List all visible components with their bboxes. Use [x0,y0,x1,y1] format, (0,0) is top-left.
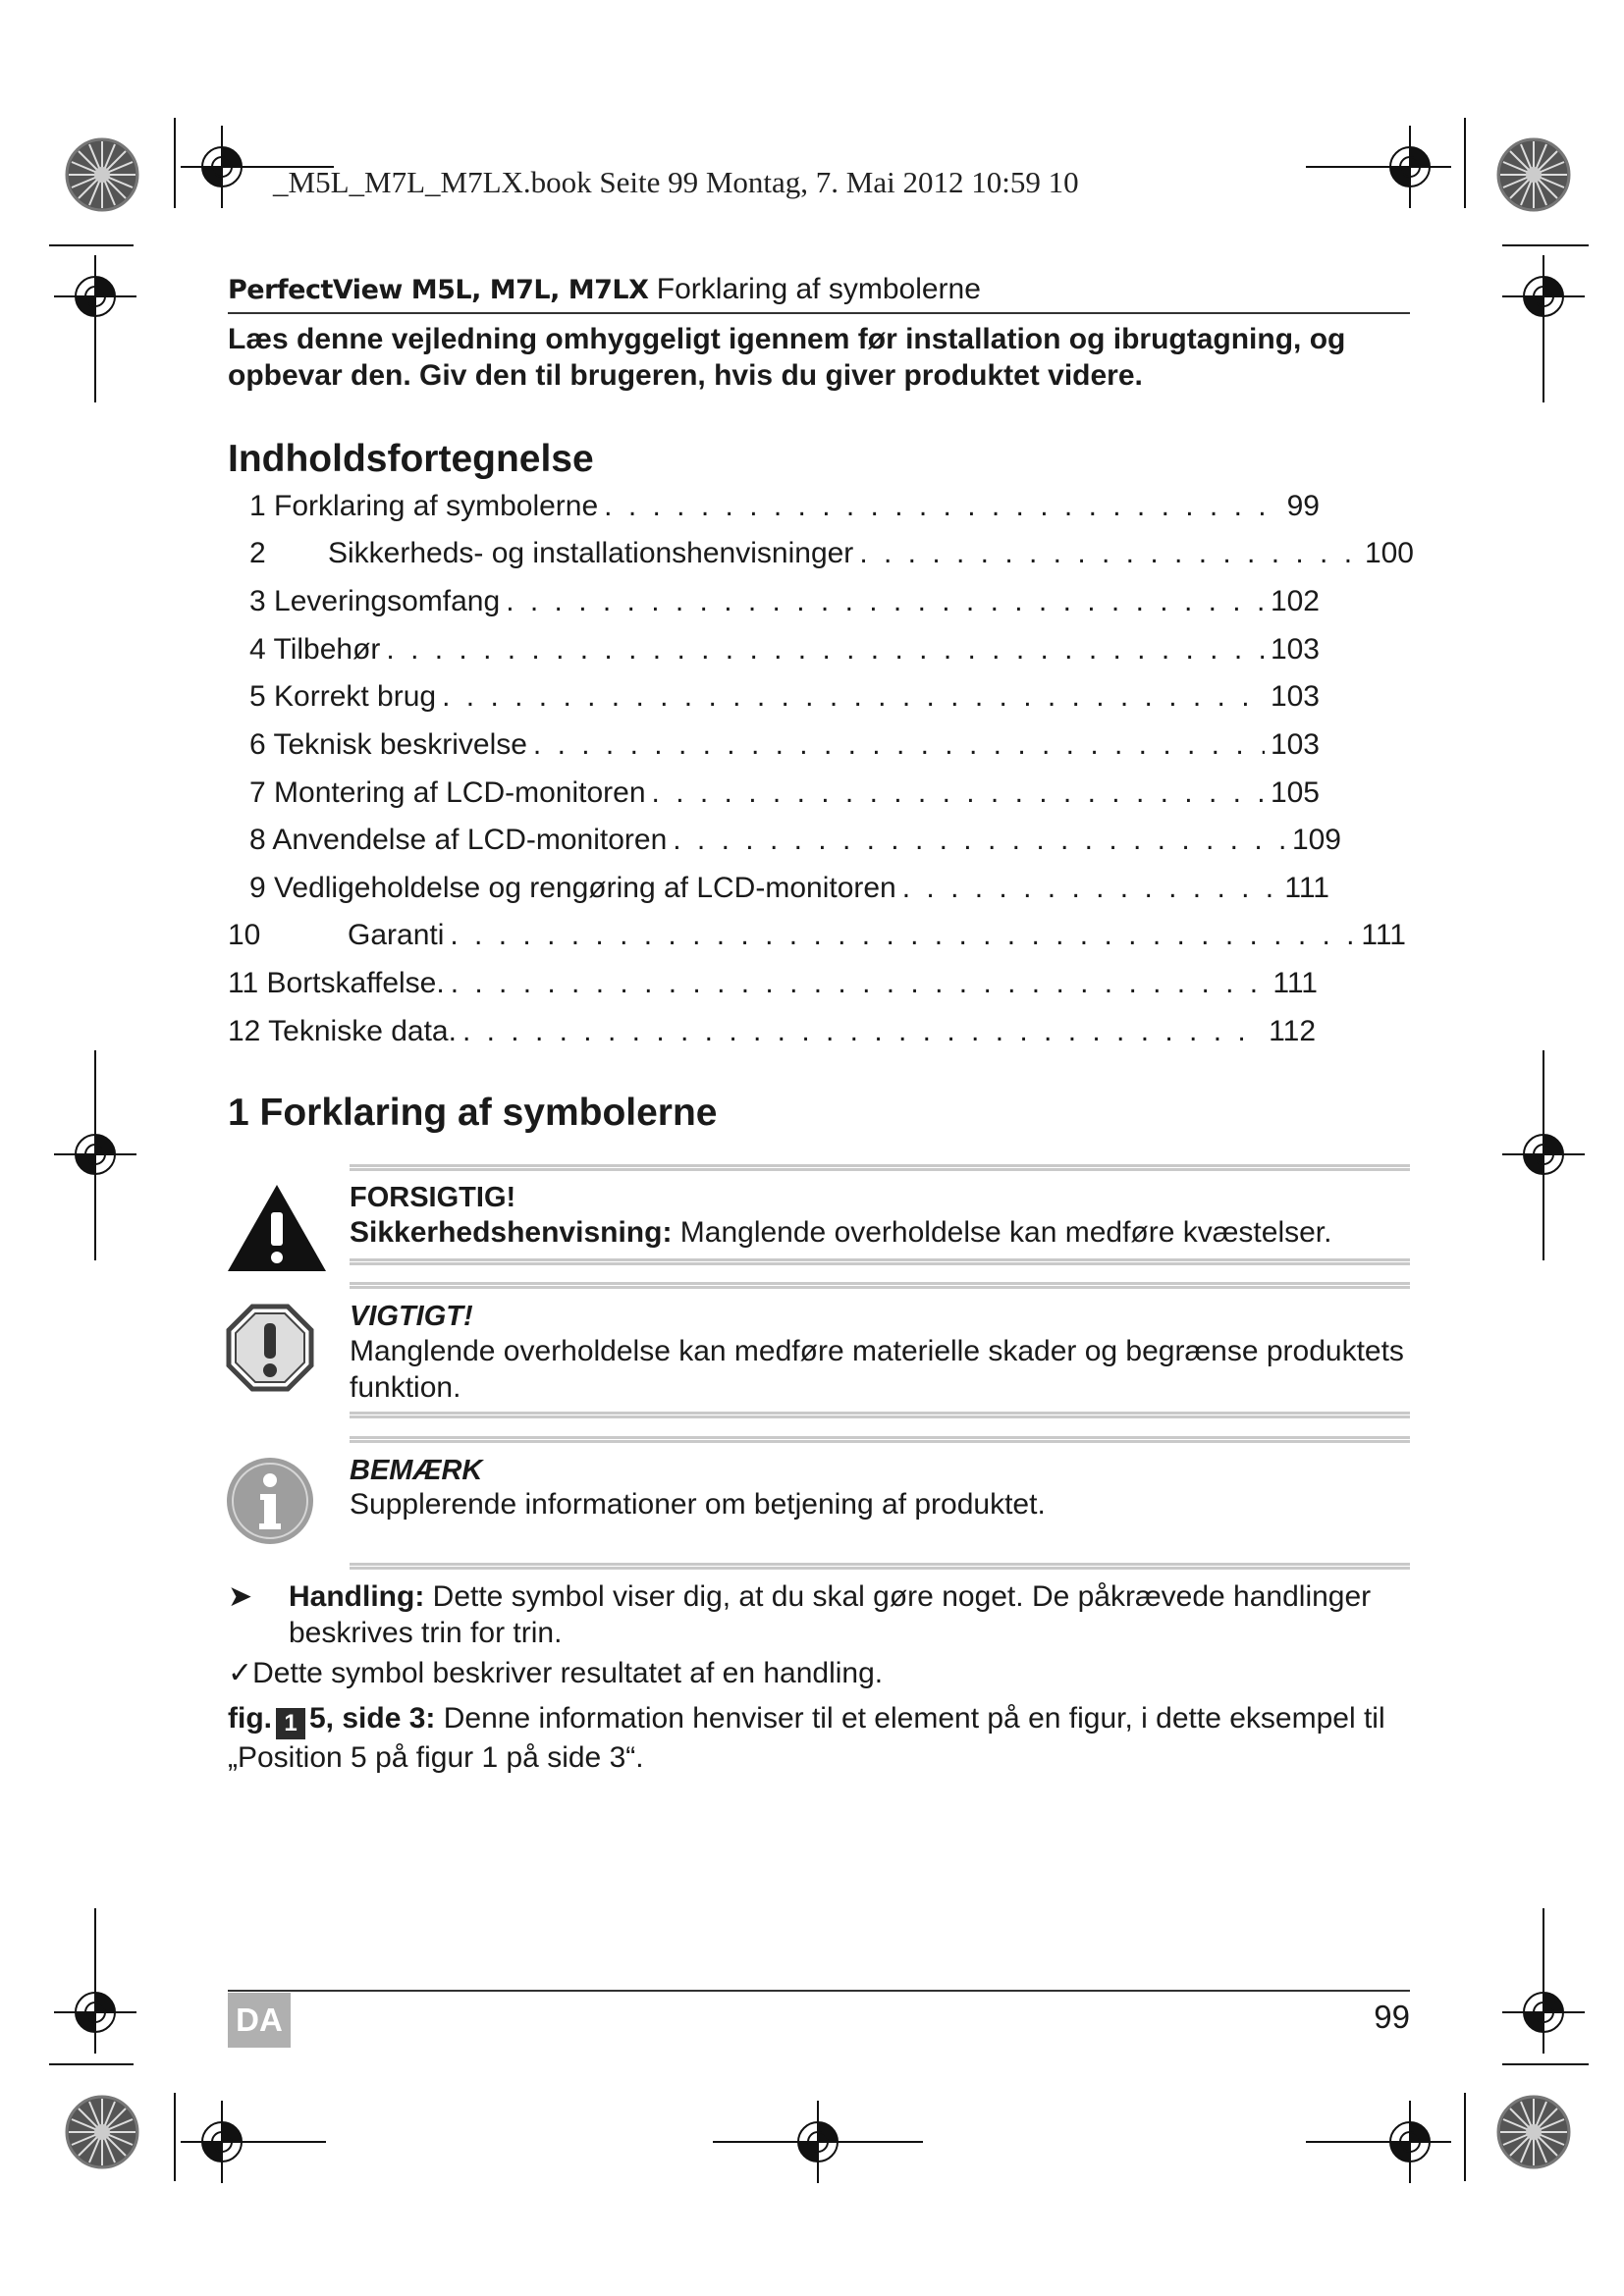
language-badge: DA [228,1993,291,2048]
registration-mark-icon [777,2101,859,2183]
print-slug: _M5L_M7L_M7LX.book Seite 99 Montag, 7. Mai 2012 10:59 10 [273,165,1079,199]
toc-entry[interactable]: 6 Teknisk beskrivelse . . . 103 [249,728,1320,768]
toc-entry[interactable]: 9 Vedligeholdelse og rengøring af LCD-monitoren . . . 111 [249,872,1329,911]
toc-leader [442,680,1265,714]
toc-leader [462,1015,1263,1048]
result-text: ✓Dette symbol beskriver resultatet af en handling. [228,1657,884,1689]
fig-reference-text: fig. 1 5, side 3: Denne information henviser til et element på en figur, i dette eksempel til „Position 5 på figur 1 på side 3“. [228,1702,1385,1774]
toc-entry[interactable]: 2 Sikkerheds- og installationshenvisninger . . . 100 [249,537,1414,576]
toc-leader [451,967,1268,1000]
toc-entry[interactable]: 7 Montering af LCD-monitoren . . . 105 [249,776,1320,816]
info-circle-icon [226,1457,314,1545]
handling-text: Handling: Dette symbol viser dig, at du skal gøre noget. De påkrævede handlinger beskrives trin for trin. [289,1580,1372,1649]
important-text: Manglende overholdelse kan medføre materielle skader og begrænse produktets funktion. [350,1335,1404,1404]
intro-text: Læs denne vejledning omhyggeligt igennem før installation og ibrugtagning, og opbevar den. Giv den til brugeren, hvis du giver produktet videre. [228,323,1346,392]
toc-leader [902,872,1279,905]
toc-entry[interactable]: 1 Forklaring af symbolerne . . . 99 [249,490,1320,529]
toc-leader [386,633,1265,667]
toc-leader [859,537,1359,570]
toc-entry[interactable]: 12 Tekniske data. . . . 112 [228,1015,1316,1054]
header-rule [228,312,1410,314]
toc-leader [652,776,1265,810]
color-target-icon [1498,2097,1569,2167]
exclamation-octagon-icon [226,1304,314,1392]
footer-rule [228,1990,1410,1992]
registration-mark-icon [1369,2101,1451,2183]
note-heading: BEMÆRK [350,1455,483,1486]
toc-leader [673,824,1286,857]
section-title: 1 Forklaring af symbolerne [228,1092,718,1134]
toc-entry[interactable]: 4 Tilbehør . . . 103 [249,633,1320,672]
color-target-icon [67,2097,137,2167]
caution-heading: FORSIGTIG! [350,1182,516,1213]
warning-triangle-icon [226,1183,328,1273]
toc-entry[interactable]: 3 Leveringsomfang . . . 102 [249,585,1320,624]
important-heading: VIGTIGT! [350,1301,473,1332]
registration-mark-icon [1369,126,1451,208]
toc-entry[interactable]: 5 Korrekt brug . . . 103 [249,680,1320,720]
box-rule [350,1436,1410,1443]
box-rule [350,1164,1410,1171]
box-rule [350,1258,1410,1265]
toc-title: Indholdsfortegnelse [228,438,594,480]
running-header [228,273,981,306]
toc-leader [506,585,1265,618]
toc-entry[interactable]: 10 Garanti . . . 111 [228,919,1406,958]
box-rule [350,1412,1410,1418]
toc-leader [604,490,1280,523]
figure-number-badge: 1 [276,1708,305,1739]
header-brand: PerfectView M5L, M7L, M7LX [228,275,649,305]
toc-entry[interactable]: 8 Anvendelse af LCD-monitoren . . . 109 [249,824,1341,863]
toc-entry[interactable]: 11 Bortskaffelse. . . . 111 [228,967,1318,1006]
caution-text: Sikkerhedshenvisning: Manglende overholdelse kan medføre kvæstelser. [350,1216,1332,1249]
registration-mark-icon [181,126,263,208]
registration-mark-icon [181,2101,263,2183]
color-target-icon [67,139,137,210]
toc-leader [533,728,1265,762]
note-text: Supplerende informationer om betjening af produktet. [350,1488,1046,1521]
toc-leader [450,919,1355,952]
box-rule [350,1282,1410,1289]
color-target-icon [1498,139,1569,210]
box-rule [350,1563,1410,1570]
arrow-icon: ➤ [228,1580,253,1613]
header-section: Forklaring af symbolerne [656,273,981,305]
page-number: 99 [1374,1999,1410,2035]
